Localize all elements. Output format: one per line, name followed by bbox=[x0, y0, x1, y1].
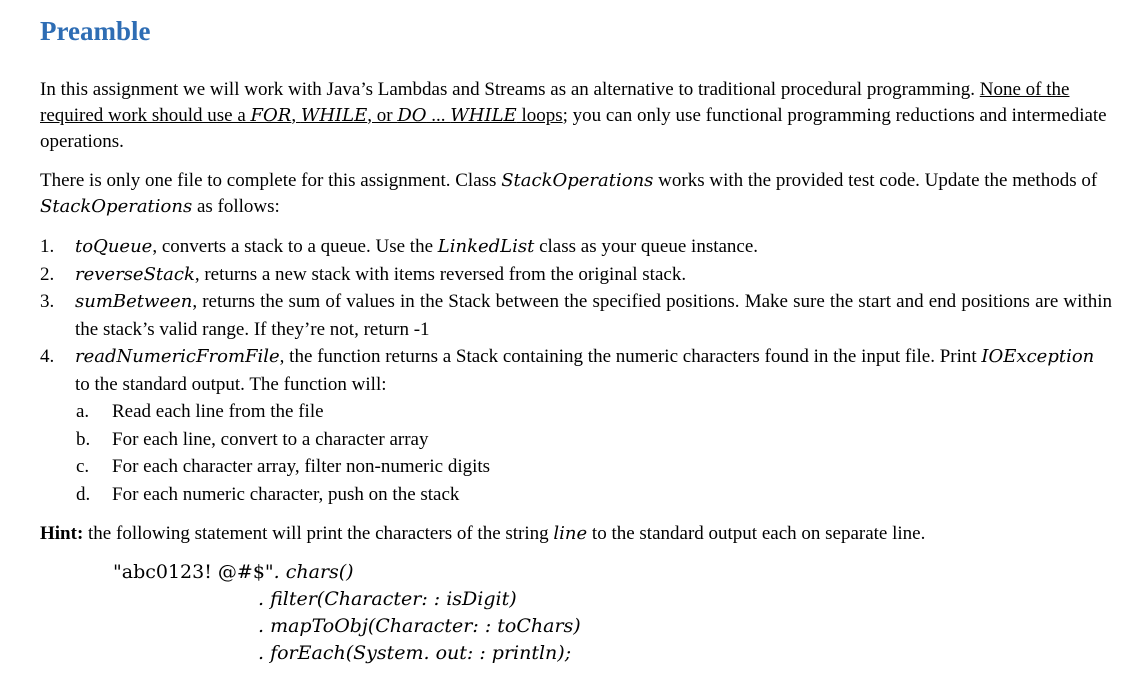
class-name: LinkedList bbox=[437, 236, 535, 257]
item-text: , the function returns a Stack containing the numeric characters found in the input file. Print bbox=[279, 346, 982, 367]
separator: , or bbox=[367, 105, 398, 126]
method-name: sumBetween bbox=[75, 291, 193, 312]
item-text: to the standard output. The function will: bbox=[75, 373, 387, 395]
intro-suffix: ; you can only use functional programming reductions and intermediate operations. bbox=[40, 105, 1107, 152]
list-item bbox=[40, 288, 1112, 343]
sub-item-label: a. bbox=[76, 401, 90, 422]
sub-item-label: c. bbox=[76, 456, 90, 477]
class-name: IOException bbox=[981, 346, 1095, 367]
sub-item-text: For each line, convert to a character array bbox=[112, 428, 429, 450]
sub-list-item bbox=[40, 453, 1112, 481]
code-snippet bbox=[40, 559, 1112, 667]
method-name: reverseStack bbox=[75, 263, 195, 285]
method-name: readNumericFromFile bbox=[75, 346, 280, 367]
code-string: "abc0123! @#$" bbox=[113, 561, 274, 583]
class-name: StackOperations bbox=[40, 196, 193, 217]
keyword-for: FOR bbox=[250, 105, 292, 126]
sub-list-item bbox=[40, 398, 1112, 426]
code-call: . chars() bbox=[273, 561, 354, 583]
sub-item-text: For each character array, filter non-numeric digits bbox=[112, 456, 491, 477]
sub-list bbox=[40, 398, 1112, 508]
hint-text: to the standard output each on separate line. bbox=[587, 523, 926, 544]
list-item bbox=[40, 233, 1112, 261]
list-item bbox=[40, 343, 1112, 398]
hint-paragraph bbox=[40, 521, 1112, 547]
intro-paragraph bbox=[40, 77, 1112, 155]
item-text: class as your queue instance. bbox=[534, 236, 759, 257]
item-number: 3. bbox=[40, 291, 55, 312]
hint-text: the following statement will print the characters of the string bbox=[83, 523, 554, 544]
item-number: 1. bbox=[40, 236, 55, 257]
keyword-do: DO bbox=[397, 105, 427, 126]
sub-item-text: Read each line from the file bbox=[112, 401, 324, 422]
code-line bbox=[40, 559, 1112, 586]
sub-list-item bbox=[40, 481, 1112, 509]
item-text: , returns a new stack with items reversed from the original stack. bbox=[194, 263, 687, 285]
keyword-while: WHILE bbox=[300, 105, 368, 126]
sub-item-label: d. bbox=[76, 483, 91, 505]
item-text: , converts a stack to a queue. Use the bbox=[152, 236, 438, 257]
separator: ... bbox=[426, 105, 451, 126]
instructions-text: There is only one file to complete for this assignment. Class bbox=[40, 170, 502, 191]
sub-item-label: b. bbox=[76, 428, 91, 450]
list-item bbox=[40, 261, 1112, 289]
loops-text: loops bbox=[516, 105, 563, 126]
instructions-text: works with the provided test code. Update the methods of bbox=[653, 170, 1098, 191]
code-line: . filter(Character: : isDigit) bbox=[258, 588, 517, 610]
underlined-text: None of the required work should use a bbox=[40, 79, 1070, 126]
code-line: . mapToObj(Character: : toChars) bbox=[258, 615, 581, 637]
instructions-text: as follows: bbox=[192, 196, 280, 217]
hint-label: Hint: bbox=[40, 523, 84, 544]
hint-variable: line bbox=[553, 523, 588, 544]
sub-item-text: For each numeric character, push on the stack bbox=[112, 483, 460, 505]
sub-list-item bbox=[40, 426, 1112, 454]
class-name: StackOperations bbox=[501, 170, 654, 191]
method-name: toQueue bbox=[75, 236, 153, 257]
code-line: . forEach(System. out: : println); bbox=[258, 642, 572, 664]
method-list bbox=[40, 233, 1112, 398]
item-number: 2. bbox=[40, 263, 55, 285]
item-number: 4. bbox=[40, 346, 55, 367]
item-text: , returns the sum of values in the Stack between the specified positions. Make sure the start and end positions are within the stack’s valid range. If they’re not, return -1 bbox=[75, 291, 1112, 340]
instructions-paragraph bbox=[40, 168, 1112, 220]
page-title: Preamble bbox=[40, 16, 151, 46]
intro-text: In this assignment we will work with Java’s Lambdas and Streams as an alternative to traditional procedural programming. bbox=[40, 79, 975, 100]
separator: , bbox=[291, 105, 301, 126]
keyword-while: WHILE bbox=[450, 105, 517, 126]
